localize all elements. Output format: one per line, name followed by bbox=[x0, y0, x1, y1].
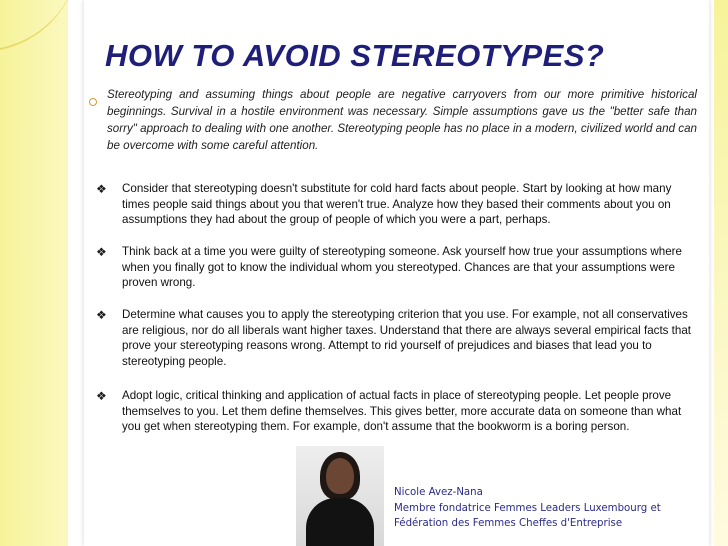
diamond-bullet-icon: ❖ bbox=[96, 182, 107, 196]
right-decorative-strip bbox=[714, 0, 728, 546]
author-caption bbox=[394, 485, 684, 532]
author-role-line-1: Membre fondatrice Femmes Leaders Luxembourg et bbox=[394, 502, 661, 514]
diamond-bullet-icon: ❖ bbox=[96, 389, 107, 403]
left-decorative-band bbox=[0, 0, 68, 546]
photo-face bbox=[326, 458, 354, 494]
diamond-bullet-icon: ❖ bbox=[96, 308, 107, 322]
bullet-text: Determine what causes you to apply the stereotyping criterion that you use. For example, not all conservatives are religious, nor do all liberals want higher taxes. Understand that there are always several empirical facts that prove your stereotyping reasons wrong. Attempt to rid yourself of prejudices and biases that lead you to stereotyping people. bbox=[122, 308, 692, 368]
author-role-line-2: Fédération des Femmes Cheffes d'Entreprise bbox=[394, 518, 623, 529]
intro-bullet-circle-icon bbox=[89, 98, 97, 106]
bullet-text: Think back at a time you were guilty of stereotyping someone. Ask yourself how true your assumptions where when you finally got to know the individual whom you stereotyped. Chances are that your assumptions were proven wrong. bbox=[122, 245, 682, 289]
bullet-text: Adopt logic, critical thinking and application of actual facts in place of stereotyping people. Let people prove themselves to you. Let them define themselves. This gives better, more accurate data on someone than what you get when stereotyping them. For example, don't assume that the bookworm is a boring person. bbox=[122, 389, 682, 433]
diamond-bullet-icon: ❖ bbox=[96, 245, 107, 259]
author-photo bbox=[296, 446, 384, 546]
bullet-text: Consider that stereotyping doesn't substitute for cold hard facts about people. Start by looking at how many times people said things about you that weren't true. Analyze how they based their comments about you on assumptions they had about the group of people of which you were a part, perhaps. bbox=[122, 182, 672, 226]
corner-arc-decoration bbox=[0, 0, 80, 52]
intro-paragraph: Stereotyping and assuming things about people are negative carryovers from our more primitive historical beginnings. Survival in a hostile environment was necessary. Simple assumptions gave us the "better safe than sorry" approach to dealing with one another. Stereotyping people has no place in a modern, civilized world and can be overcome with some careful attention. bbox=[107, 88, 697, 152]
photo-body bbox=[306, 498, 374, 546]
author-name: Nicole Avez-Nana bbox=[394, 487, 483, 498]
slide-title: HOW TO AVOID STEREOTYPES? bbox=[105, 38, 605, 73]
